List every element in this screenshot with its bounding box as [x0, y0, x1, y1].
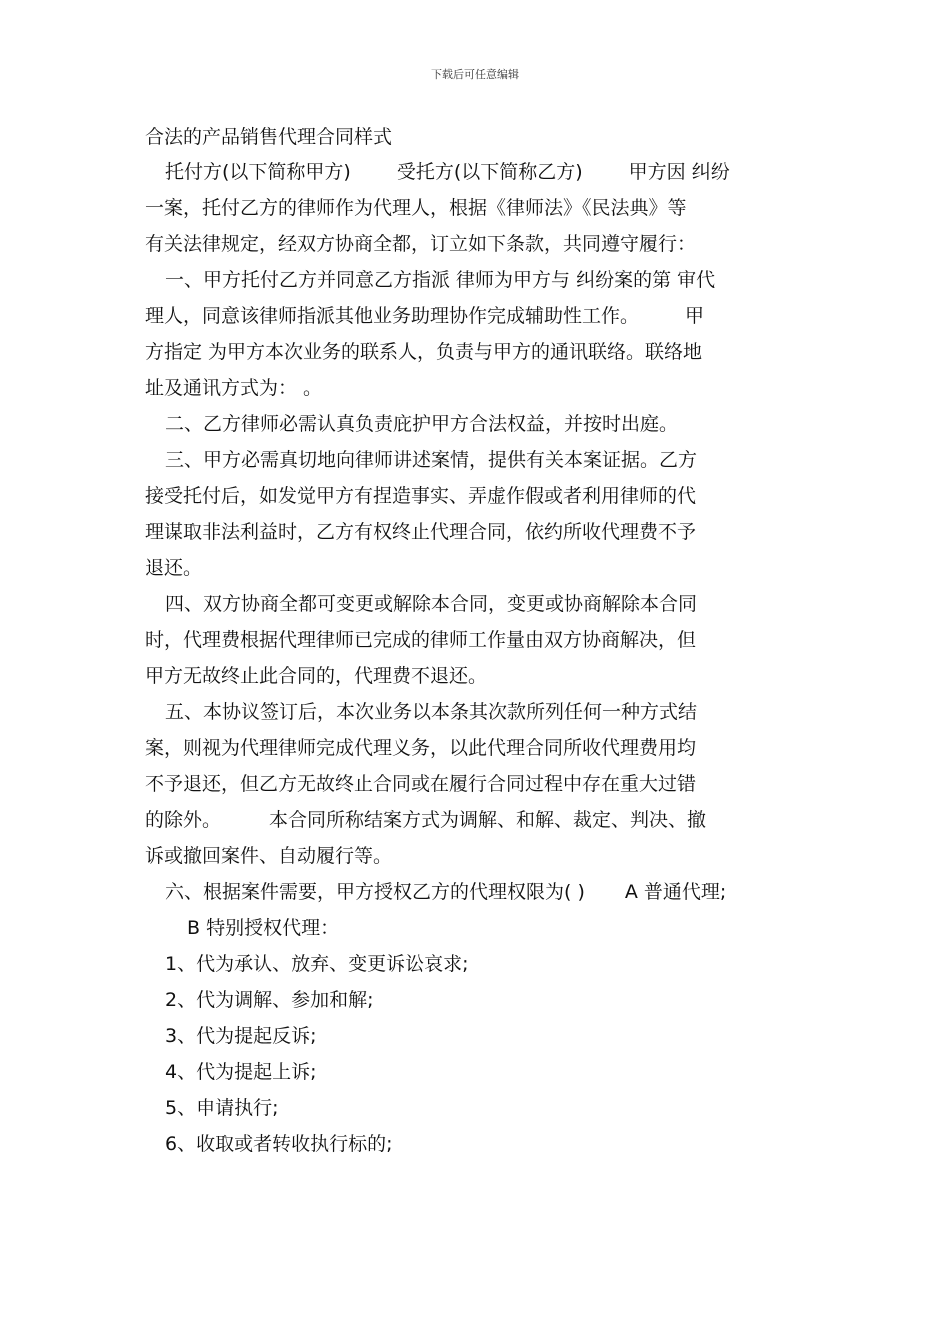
header-note: 下载后可任意编辑 — [431, 68, 519, 81]
paragraph-line: 时，代理费根据代理律师已完成的律师工作量由双方协商解决，但 — [145, 629, 697, 651]
paragraph-line: 五、本协议签订后，本次业务以本条其次款所列任何一种方式结 — [165, 701, 698, 723]
paragraph-line: 方指定 为甲方本次业务的联系人，负责与甲方的通讯联络。联络地 — [145, 341, 703, 363]
paragraph-line: 一案，托付乙方的律师作为代理人，根据《律师法》《民法典》等 — [145, 197, 687, 219]
list-item: 3、代为提起反诉; — [165, 1025, 317, 1047]
paragraph-line: 诉或撤回案件、自动履行等。 — [145, 845, 393, 867]
paragraph-line: 四、双方协商全都可变更或解除本合同，变更或协商解除本合同 — [165, 593, 698, 615]
list-item: 4、代为提起上诉; — [165, 1061, 317, 1083]
paragraph-line: 案，则视为代理律师完成代理义务，以此代理合同所收代理费用均 — [145, 737, 697, 759]
list-item: 5、申请执行; — [165, 1097, 279, 1119]
paragraph-line: 的除外。 本合同所称结案方式为调解、和解、裁定、判决、撤 — [145, 809, 707, 831]
paragraph-line: 址及通讯方式为： 。 — [145, 377, 323, 399]
paragraph-line: 接受托付后，如发觉甲方有捏造事实、弄虚作假或者利用律师的代 — [145, 485, 697, 507]
paragraph-line: 有关法律规定，经双方协商全都，订立如下条款，共同遵守履行： — [145, 233, 697, 255]
paragraph-line: 六、根据案件需要，甲方授权乙方的代理权限为( ) A 普通代理; — [165, 881, 727, 903]
paragraph-line: 退还。 — [145, 557, 203, 579]
document-body — [145, 154, 810, 1162]
list-item: 6、收取或者转收执行标的; — [165, 1133, 393, 1155]
paragraph-line: 托付方(以下简称甲方) 受托方(以下简称乙方) 甲方因 纠纷 — [165, 161, 730, 183]
document-title: 合法的产品销售代理合同样式 — [145, 126, 393, 148]
paragraph-line: 甲方无故终止此合同的，代理费不退还。 — [145, 665, 488, 687]
paragraph-line: B 特别授权代理： — [187, 917, 340, 939]
paragraph-line: 理人，同意该律师指派其他业务助理协作完成辅助性工作。 甲 — [145, 305, 705, 327]
paragraph-line: 不予退还，但乙方无故终止合同或在履行合同过程中存在重大过错 — [145, 773, 697, 795]
paragraph-line: 二、乙方律师必需认真负责庇护甲方合法权益，并按时出庭。 — [165, 413, 679, 435]
paragraph-line: 一、甲方托付乙方并同意乙方指派 律师为甲方与 纠纷案的第 审代 — [165, 269, 716, 291]
list-item: 2、代为调解、参加和解; — [165, 989, 374, 1011]
paragraph-line: 理谋取非法利益时，乙方有权终止代理合同，依约所收代理费不予 — [145, 521, 697, 543]
paragraph-line: 三、甲方必需真切地向律师讲述案情，提供有关本案证据。乙方 — [165, 449, 698, 471]
list-item: 1、代为承认、放弃、变更诉讼哀求; — [165, 953, 469, 975]
